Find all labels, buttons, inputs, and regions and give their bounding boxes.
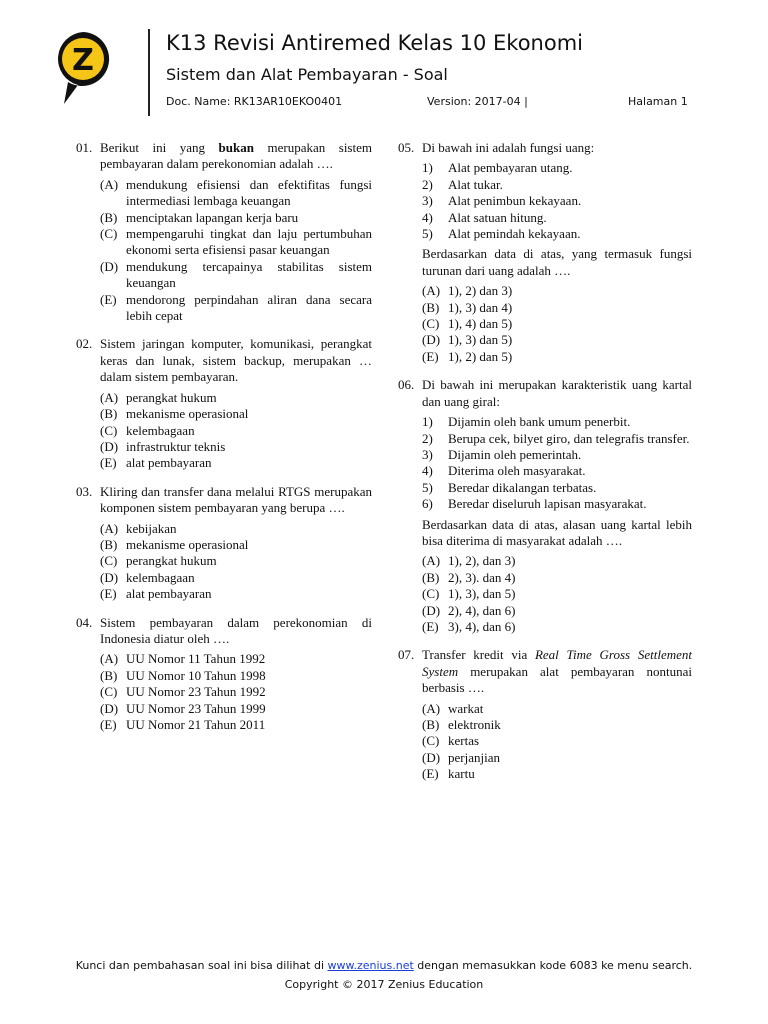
question-6 — [398, 377, 692, 635]
header-divider — [148, 29, 150, 116]
question-number: 03. — [76, 483, 93, 499]
answer-option — [422, 586, 692, 602]
statement-item — [422, 414, 692, 430]
statement-number: 6) — [422, 496, 433, 512]
answer-option — [422, 701, 692, 717]
question-stem — [76, 615, 372, 648]
answer-option — [100, 423, 372, 439]
answer-option — [422, 300, 692, 316]
statement-number: 4) — [422, 463, 433, 479]
option-text: warkat — [448, 700, 484, 716]
option-letter: (C) — [100, 422, 118, 438]
statement-item — [422, 431, 692, 447]
option-letter: (D) — [100, 438, 119, 454]
option-letter: (A) — [422, 283, 441, 299]
answer-option — [100, 390, 372, 406]
answer-option — [100, 210, 372, 226]
statement-number: 1) — [422, 160, 433, 176]
answer-option — [100, 586, 372, 602]
option-letter: (C) — [100, 684, 118, 700]
answer-option — [422, 733, 692, 749]
option-text: menciptakan lapangan kerja baru — [126, 209, 299, 225]
answer-option — [100, 717, 372, 733]
option-letter: (E) — [100, 291, 117, 307]
footer-note-before: Kunci dan pembahasan soal ini bisa dilihat di — [75, 959, 328, 972]
option-text: elektronik — [448, 717, 501, 732]
option-text: mempengaruhi tingkat dan laju pertumbuhan ekonomi serta efisiensi pasar keuangan — [126, 226, 372, 258]
answer-option — [100, 406, 372, 422]
option-text: UU Nomor 23 Tahun 1992 — [126, 684, 266, 700]
option-letter: (B) — [100, 667, 118, 683]
option-text: mendukung efisiensi dan efektifitas fungsi intermediasi lembaga keuangan — [126, 176, 372, 209]
answer-option — [100, 177, 372, 210]
footer-copyright: Copyright © 2017 Zenius Education — [284, 978, 484, 991]
statement-text: Alat penimbun kekayaan. — [448, 193, 582, 209]
question-text-segment: Kliring dan transfer dana melalui RTGS merupakan komponen sistem pembayaran yang berupa …. — [100, 483, 372, 516]
question-7 — [398, 647, 692, 782]
answer-option — [422, 570, 692, 586]
statement-item — [422, 447, 692, 463]
option-list — [422, 553, 692, 635]
option-text: 2), 4), dan 6) — [448, 602, 516, 618]
option-text: 1), 2) dan 5) — [448, 348, 513, 364]
option-list — [100, 177, 372, 325]
option-text: 1), 3) dan 4) — [448, 299, 513, 315]
footer-link[interactable]: www.zenius.net — [327, 959, 414, 972]
question-number: 06. — [398, 377, 415, 393]
option-text: kelembagaan — [126, 422, 195, 438]
zenius-logo-icon — [54, 30, 112, 110]
question-text — [100, 140, 372, 173]
question-text-segment: merupakan sistem pembayaran dalam perekonomian adalah …. — [100, 140, 372, 172]
option-text: mekanisme operasional — [126, 536, 249, 552]
question-text-segment: Di bawah ini adalah fungsi uang: — [422, 140, 595, 155]
option-letter: (E) — [100, 586, 117, 602]
option-text: kelembagaan — [126, 569, 195, 585]
question-text-segment: bukan — [218, 140, 254, 155]
doc-version: Version: 2017-04 | — [427, 95, 528, 108]
option-text: infrastruktur teknis — [126, 438, 226, 454]
answer-option — [100, 684, 372, 700]
statement-item — [422, 480, 692, 496]
statement-text: Alat pembayaran utang. — [448, 160, 573, 176]
option-text: perangkat hukum — [126, 389, 217, 405]
option-text: kartu — [448, 766, 475, 782]
answer-option — [422, 766, 692, 782]
statement-text: Alat pemindah kekayaan. — [448, 226, 581, 242]
option-list — [100, 390, 372, 472]
option-letter: (C) — [100, 553, 118, 569]
option-letter: (E) — [422, 618, 439, 634]
statement-text: Beredar dikalangan terbatas. — [448, 479, 597, 495]
option-text: mendorong perpindahan aliran dana secara lebih cepat — [126, 291, 372, 324]
option-letter: (E) — [100, 717, 117, 732]
question-2 — [76, 336, 372, 471]
answer-option — [100, 455, 372, 471]
answer-option — [100, 553, 372, 569]
answer-option — [422, 603, 692, 619]
question-text — [100, 336, 372, 385]
question-text-segment: Real Time Gross Settlement System — [422, 647, 692, 679]
answer-option — [422, 750, 692, 766]
statement-number: 3) — [422, 193, 433, 209]
statement-item — [422, 177, 692, 193]
answer-option — [422, 283, 692, 299]
statement-text: Berupa cek, bilyet giro, dan telegrafis transfer. — [448, 430, 690, 446]
answer-option — [422, 553, 692, 569]
page-subtitle: Sistem dan Alat Pembayaran - Soal — [166, 65, 448, 84]
statement-item — [422, 210, 692, 226]
question-text-segment: Sistem pembayaran dalam perekonomian di Indonesia diatur oleh …. — [100, 614, 372, 646]
option-letter: (E) — [100, 455, 117, 471]
option-text: 1), 4) dan 5) — [448, 316, 513, 332]
option-text: alat pembayaran — [126, 586, 212, 602]
statement-text: Alat tukar. — [448, 176, 503, 192]
question-number: 04. — [76, 614, 93, 630]
question-stem — [76, 336, 372, 385]
answer-option — [422, 316, 692, 332]
answer-option — [422, 619, 692, 635]
question-4 — [76, 615, 372, 734]
footer-note-after: dengan memasukkan kode 6083 ke menu search. — [413, 959, 693, 972]
option-text: UU Nomor 21 Tahun 2011 — [126, 717, 266, 732]
option-text: mekanisme operasional — [126, 406, 249, 422]
statement-list — [422, 160, 692, 242]
question-text-segment: merupakan alat pembayaran nontunai berbasis …. — [422, 663, 692, 696]
option-letter: (B) — [422, 717, 440, 732]
option-letter: (B) — [100, 209, 118, 225]
option-letter: (D) — [422, 332, 441, 348]
option-letter: (D) — [100, 258, 119, 274]
page-number: Halaman 1 — [628, 95, 688, 108]
question-5 — [398, 140, 692, 365]
statement-number: 3) — [422, 446, 433, 462]
question-1 — [76, 140, 372, 324]
answer-option — [422, 717, 692, 733]
answer-option — [100, 668, 372, 684]
option-text: kebijakan — [126, 520, 177, 536]
question-number: 01. — [76, 140, 93, 155]
option-letter: (A) — [100, 651, 119, 667]
option-letter: (C) — [422, 316, 440, 332]
option-text: 1), 3), dan 5) — [448, 586, 516, 602]
question-text-segment: Di bawah ini merupakan karakteristik uang kartal dan uang giral: — [422, 377, 692, 409]
statement-text: Dijamin oleh pemerintah. — [448, 446, 582, 462]
logo-letter: Z — [72, 43, 94, 78]
question-text-segment: Berikut ini yang — [100, 140, 219, 155]
answer-option — [100, 226, 372, 259]
answer-option — [422, 332, 692, 348]
question-text-segment: Transfer kredit via — [422, 647, 535, 663]
statement-text: Dijamin oleh bank umum penerbit. — [448, 414, 631, 430]
question-stem — [76, 140, 372, 173]
option-letter: (A) — [100, 520, 119, 536]
page-title: K13 Revisi Antiremed Kelas 10 Ekonomi — [166, 31, 584, 55]
statement-number: 1) — [422, 414, 433, 430]
statement-item — [422, 160, 692, 176]
option-letter: (B) — [422, 569, 440, 585]
option-letter: (C) — [422, 733, 440, 749]
question-followup: Berdasarkan data di atas, yang termasuk fungsi turunan dari uang adalah …. — [422, 246, 692, 278]
option-letter: (D) — [422, 749, 441, 765]
option-letter: (A) — [422, 553, 441, 569]
option-text: kertas — [448, 733, 480, 749]
statement-item — [422, 193, 692, 209]
answer-option — [100, 537, 372, 553]
statement-number: 5) — [422, 226, 433, 242]
option-list — [422, 701, 692, 783]
option-list — [100, 521, 372, 603]
answer-option — [422, 349, 692, 365]
option-letter: (B) — [100, 536, 118, 552]
statement-number: 4) — [422, 209, 433, 225]
option-text: 3), 4), dan 6) — [448, 618, 516, 634]
question-followup: Berdasarkan data di atas, alasan uang kartal lebih bisa diterima di masyarakat adalah …. — [422, 516, 692, 548]
statement-text: Beredar diseluruh lapisan masyarakat. — [448, 496, 647, 512]
option-letter: (E) — [422, 348, 439, 364]
question-number: 02. — [76, 336, 93, 352]
question-text — [422, 647, 692, 696]
question-stem — [398, 377, 692, 410]
question-stem — [76, 484, 372, 517]
option-text: UU Nomor 11 Tahun 1992 — [126, 651, 266, 667]
question-number: 05. — [398, 140, 415, 155]
question-text-segment: Sistem jaringan komputer, komunikasi, perangkat keras dan lunak, sistem backup, merupakan … dalam sistem pembayaran. — [100, 336, 372, 385]
option-text: UU Nomor 23 Tahun 1999 — [126, 700, 266, 716]
answer-option — [100, 701, 372, 717]
answer-option — [100, 651, 372, 667]
answer-option — [100, 521, 372, 537]
answer-option — [100, 259, 372, 292]
option-letter: (B) — [422, 299, 440, 315]
option-list — [100, 651, 372, 733]
option-text: 1), 3) dan 5) — [448, 332, 513, 348]
option-letter: (B) — [100, 406, 118, 422]
footer-note — [0, 959, 768, 972]
option-text: 2), 3). dan 4) — [448, 569, 516, 585]
doc-name: Doc. Name: RK13AR10EKO0401 — [166, 95, 343, 108]
question-stem — [398, 647, 692, 696]
option-letter: (C) — [100, 226, 118, 242]
question-text — [422, 377, 692, 410]
question-3 — [76, 484, 372, 603]
option-letter: (A) — [422, 700, 441, 716]
statement-list — [422, 414, 692, 512]
statement-item — [422, 463, 692, 479]
answer-option — [100, 570, 372, 586]
option-letter: (D) — [422, 602, 441, 618]
option-text: perangkat hukum — [126, 553, 217, 569]
statement-number: 2) — [422, 430, 433, 446]
answer-option — [100, 292, 372, 325]
option-letter: (D) — [100, 700, 119, 716]
statement-number: 5) — [422, 479, 433, 495]
question-text — [422, 140, 692, 156]
option-text: perjanjian — [448, 749, 500, 765]
option-letter: (A) — [100, 389, 119, 405]
statement-text: Diterima oleh masyarakat. — [448, 463, 586, 479]
option-letter: (D) — [100, 569, 119, 585]
option-letter: (A) — [100, 176, 119, 192]
option-text: mendukung tercapainya stabilitas sistem keuangan — [126, 258, 372, 291]
answer-option — [100, 439, 372, 455]
option-list — [422, 283, 692, 365]
question-number: 07. — [398, 647, 415, 663]
questions-column-left — [76, 140, 372, 745]
option-letter: (C) — [422, 586, 440, 602]
question-text — [100, 615, 372, 648]
statement-item — [422, 226, 692, 242]
option-text: UU Nomor 10 Tahun 1998 — [126, 667, 266, 683]
questions-column-right — [398, 140, 692, 795]
statement-number: 2) — [422, 176, 433, 192]
option-text: alat pembayaran — [126, 455, 212, 471]
question-stem — [398, 140, 692, 156]
statement-item — [422, 496, 692, 512]
option-text: 1), 2) dan 3) — [448, 283, 513, 299]
option-text: 1), 2), dan 3) — [448, 553, 516, 569]
question-text — [100, 484, 372, 517]
statement-text: Alat satuan hitung. — [448, 209, 547, 225]
option-letter: (E) — [422, 766, 439, 782]
